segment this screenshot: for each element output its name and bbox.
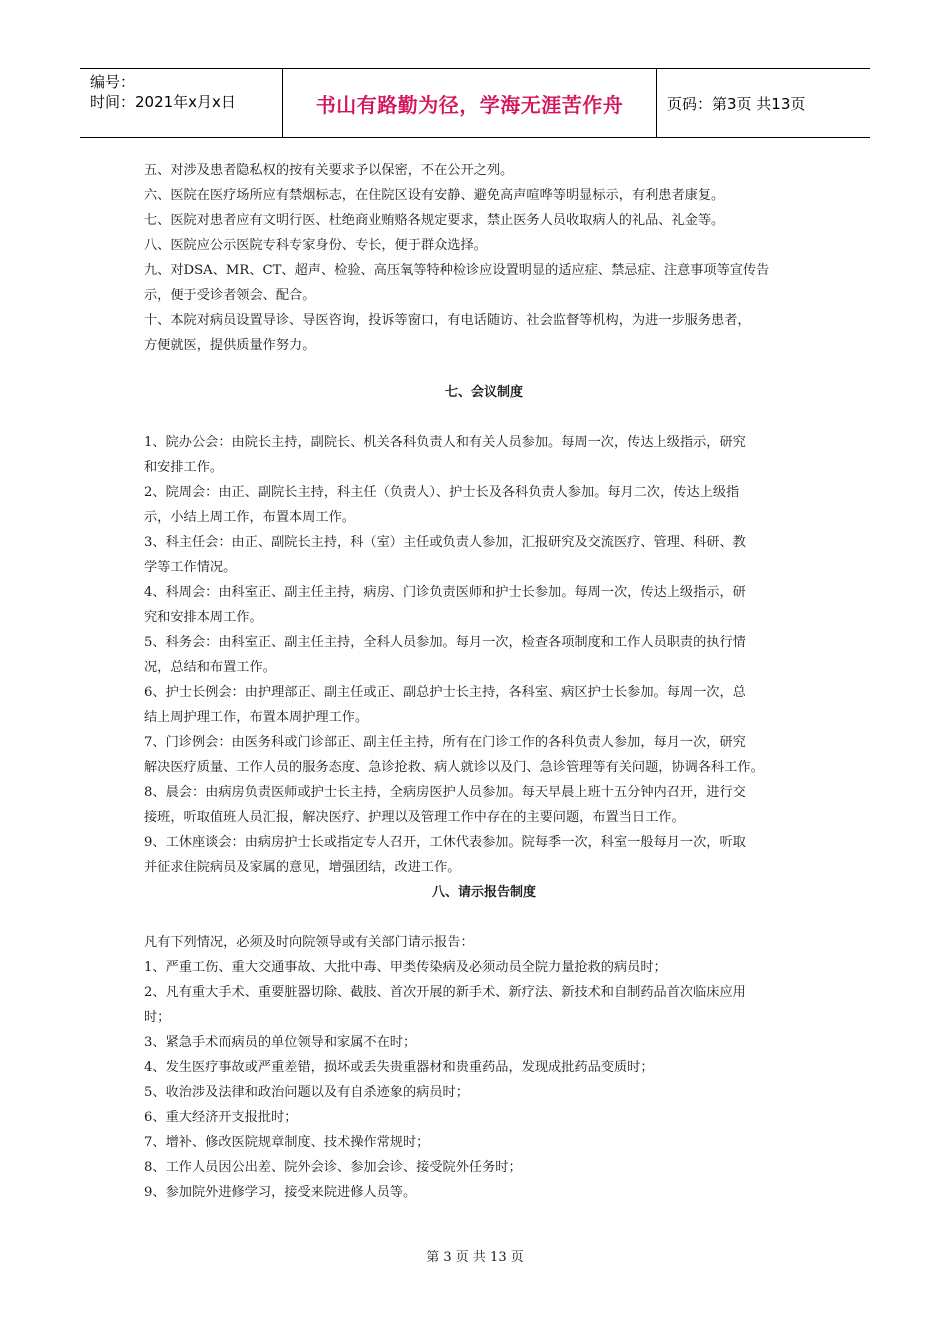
paragraph-line: 解决医疗质量、工作人员的服务态度、急诊抢救、病人就诊以及门、急诊管理等有关问题，协调各科工作。 xyxy=(144,760,764,775)
paragraph-line: 5、科务会：由科室正、副主任主持，全科人员参加。每月一次，检查各项制度和工作人员职责的执行情 xyxy=(144,635,746,650)
paragraph-line: 8、工作人员因公出差、院外会诊、参加会诊、接受院外任务时； xyxy=(144,1160,522,1175)
paragraph-line: 4、科周会：由科室正、副主任主持，病房、门诊负责医师和护士长参加。每周一次，传达上级指示，研 xyxy=(144,585,746,600)
page-footer xyxy=(0,1246,950,1265)
section-heading-report-system: 八、请示报告制度 xyxy=(431,885,536,900)
time-label: 时间：2021年x月x日 xyxy=(90,93,236,111)
footer-page-number: 第 3 页 共 13 页 xyxy=(426,1250,524,1265)
paragraph-line: 3、紧急手术而病员的单位领导和家属不在时； xyxy=(144,1035,417,1050)
paragraph-line: 究和安排本周工作。 xyxy=(144,610,263,625)
paragraph-line: 7、门诊例会：由医务科或门诊部正、副主任主持，所有在门诊工作的各科负责人参加，每月一次，研究 xyxy=(144,735,746,750)
motto-text: 书山有路勤为径，学海无涯苦作舟 xyxy=(315,92,624,117)
paragraph-line: 并征求住院病员及家属的意见，增强团结，改进工作。 xyxy=(144,860,461,875)
paragraph-line: 六、医院在医疗场所应有禁烟标志，在住院区设有安静、避免高声喧哗等明显标示，有利患者康复。 xyxy=(144,188,725,203)
paragraph-line: 示，便于受诊者领会、配合。 xyxy=(144,288,316,303)
paragraph-line: 7、增补、修改医院规章制度、技术操作常规时； xyxy=(144,1135,430,1150)
paragraph-line: 和安排工作。 xyxy=(144,460,224,475)
header-meta xyxy=(80,69,282,137)
paragraph-line: 十、本院对病员设置导诊、导医咨询，投诉等窗口，有电话随访、社会监督等机构，为进一步服务患者， xyxy=(144,313,751,328)
paragraph-line: 凡有下列情况，必须及时向院领导或有关部门请示报告： xyxy=(144,935,474,950)
paragraph-line: 方便就医，提供质量作努力。 xyxy=(144,338,316,353)
paragraph-line: 8、晨会：由病房负责医师或护士长主持，全病房医护人员参加。每天早晨上班十五分钟内召开，进行交 xyxy=(144,785,746,800)
paragraph-line: 八、医院应公示医院专科专家身份、专长，便于群众选择。 xyxy=(144,238,487,253)
section-heading-meeting-system: 七、会议制度 xyxy=(444,385,523,400)
intro-section xyxy=(144,158,824,358)
paragraph-line: 6、重大经济开支报批时； xyxy=(144,1110,298,1125)
paragraph-line: 1、严重工伤、重大交通事故、大批中毒、甲类传染病及必须动员全院力量抢救的病员时； xyxy=(144,960,667,975)
header-page-info xyxy=(657,69,870,137)
paragraph-line: 况，总结和布置工作。 xyxy=(144,660,276,675)
paragraph-line: 4、发生医疗事故或严重差错，损坏或丢失贵重器材和贵重药品，发现成批药品变质时； xyxy=(144,1060,654,1075)
header-motto-cell xyxy=(282,69,657,137)
paragraph-line: 时； xyxy=(144,1010,171,1025)
document-header xyxy=(80,68,870,138)
paragraph-line: 9、工休座谈会：由病房护士长或指定专人召开，工休代表参加。院每季一次，科室一般每月一次，听取 xyxy=(144,835,746,850)
paragraph-line: 七、医院对患者应有文明行医、杜绝商业贿赂各规定要求，禁止医务人员收取病人的礼品、礼金等。 xyxy=(144,213,725,228)
paragraph-line: 九、对DSA、MR、CT、超声、检验、高压氧等特种检诊应设置明显的适应症、禁忌症、注意事项等宣传告 xyxy=(144,263,770,278)
page-info-text: 页码：第3页 共13页 xyxy=(667,94,806,113)
paragraph-line: 2、凡有重大手术、重要脏器切除、截肢、首次开展的新手术、新疗法、新技术和自制药品首次临床应用 xyxy=(144,985,746,1000)
paragraph-line: 接班，听取值班人员汇报，解决医疗、护理以及管理工作中存在的主要问题，布置当日工作。 xyxy=(144,810,685,825)
paragraph-line: 1、院办公会：由院长主持，副院长、机关各科负责人和有关人员参加。每周一次，传达上级指示，研究 xyxy=(144,435,746,450)
paragraph-line: 3、科主任会：由正、副院长主持，科（室）主任或负责人参加，汇报研究及交流医疗、管理、科研、教 xyxy=(144,535,746,550)
paragraph-line: 五、对涉及患者隐私权的按有关要求予以保密，不在公开之列。 xyxy=(144,163,514,178)
paragraph-line: 9、参加院外进修学习，接受来院进修人员等。 xyxy=(144,1185,417,1200)
paragraph-line: 5、收治涉及法律和政治问题以及有自杀迹象的病员时； xyxy=(144,1085,469,1100)
number-label: 编号： xyxy=(90,73,136,91)
paragraph-line: 2、院周会：由正、副院长主持，科主任（负责人）、护士长及各科负责人参加。每月二次，传达上级指 xyxy=(144,485,740,500)
paragraph-line: 结上周护理工作，布置本周护理工作。 xyxy=(144,710,369,725)
report-system-section xyxy=(144,930,824,1205)
document-body xyxy=(144,158,824,1205)
meeting-system-section xyxy=(144,430,824,880)
paragraph-line: 6、护士长例会：由护理部正、副主任或正、副总护士长主持，各科室、病区护士长参加。每周一次，总 xyxy=(144,685,746,700)
paragraph-line: 学等工作情况。 xyxy=(144,560,237,575)
paragraph-line: 示，小结上周工作，布置本周工作。 xyxy=(144,510,355,525)
